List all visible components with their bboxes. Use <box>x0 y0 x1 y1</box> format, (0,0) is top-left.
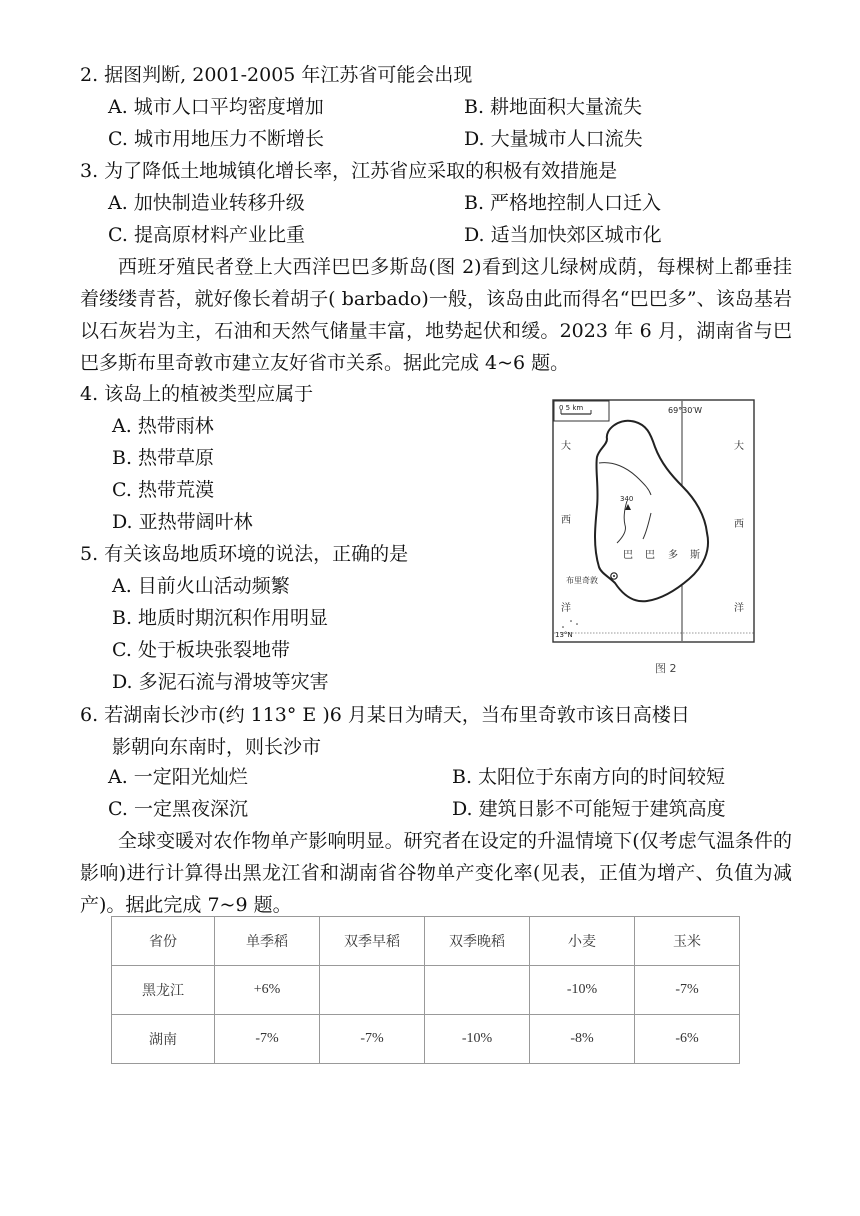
q5-option-c[interactable]: C. 处于板块张裂地带 <box>112 639 290 661</box>
q2-stem: 2. 据图判断, 2001-2005 年江苏省可能会出现 <box>80 64 473 86</box>
table-cell: +6% <box>215 966 320 1015</box>
figure-caption: 图 2 <box>655 662 677 675</box>
ocean-right-1: 大 <box>734 441 744 452</box>
q4-stem: 4. 该岛上的植被类型应属于 <box>80 383 314 405</box>
table-row <box>112 1015 740 1064</box>
q5-option-d[interactable]: D. 多泥石流与滑坡等灾害 <box>112 671 329 693</box>
table-header-cell: 小麦 <box>530 917 635 966</box>
q4-option-b[interactable]: B. 热带草原 <box>112 447 215 469</box>
q4-option-d[interactable]: D. 亚热带阔叶林 <box>112 511 253 533</box>
q6-option-a[interactable]: A. 一定阳光灿烂 <box>108 766 248 788</box>
q3-option-c[interactable]: C. 提高原材料产业比重 <box>108 224 305 246</box>
ocean-right-3: 洋 <box>734 603 744 614</box>
table-cell: -7% <box>320 1015 425 1064</box>
q6-stem-line1: 6. 若湖南长沙市(约 113° E )6 月某日为晴天，当布里奇敦市该日高楼日 <box>80 704 690 726</box>
table-cell: -7% <box>635 966 740 1015</box>
q4-option-c[interactable]: C. 热带荒漠 <box>112 479 214 501</box>
island-name-1: 巴 <box>623 550 633 561</box>
q6-option-d[interactable]: D. 建筑日影不可能短于建筑高度 <box>452 798 726 820</box>
longitude-label: 69°30′W <box>668 406 703 415</box>
elevation-label: 340 <box>620 495 634 503</box>
table-cell: -7% <box>215 1015 320 1064</box>
table-header-row <box>112 917 740 966</box>
latitude-label: 13°N <box>555 631 573 639</box>
table-cell: -10% <box>425 1015 530 1064</box>
ocean-left-3: 洋 <box>561 603 571 614</box>
table-cell: -6% <box>635 1015 740 1064</box>
passage-crop-yield: 全球变暖对农作物单产影响明显。研究者在设定的升温情境下(仅考虑气温条件的影响)进行计算得出黑龙江省和湖南省谷物单产变化率(见表，正值为增产、负值为减产)。据此完成 7~9 题。 <box>80 830 792 916</box>
island-name-2: 巴 <box>645 550 655 561</box>
q4-option-a[interactable]: A. 热带雨林 <box>112 415 214 437</box>
table-header-cell: 双季晚稻 <box>425 917 530 966</box>
q2-option-d[interactable]: D. 大量城市人口流失 <box>464 128 643 150</box>
table-row <box>112 966 740 1015</box>
table-cell: -8% <box>530 1015 635 1064</box>
q6-stem-line2: 影朝向东南时，则长沙市 <box>112 736 322 758</box>
capital-label: 布里奇敦 <box>566 576 598 585</box>
q2-option-c[interactable]: C. 城市用地压力不断增长 <box>108 128 324 150</box>
q6-option-c[interactable]: C. 一定黑夜深沉 <box>108 798 248 820</box>
q5-option-a[interactable]: A. 目前火山活动频繁 <box>112 575 290 597</box>
crop-yield-table <box>111 916 740 1064</box>
table-cell: 湖南 <box>112 1015 215 1064</box>
q6-option-b[interactable]: B. 太阳位于东南方向的时间较短 <box>452 766 726 788</box>
table-header-cell: 双季早稻 <box>320 917 425 966</box>
q3-option-b[interactable]: B. 严格地控制人口迁入 <box>464 192 662 214</box>
table-header-cell: 单季稻 <box>215 917 320 966</box>
barbados-map <box>551 397 757 645</box>
ocean-left-2: 西 <box>561 515 571 526</box>
island-name-3: 多 <box>668 550 678 561</box>
table-cell: -10% <box>530 966 635 1015</box>
q3-option-d[interactable]: D. 适当加快郊区城市化 <box>464 224 662 246</box>
island-name-4: 斯 <box>690 550 700 561</box>
table-header-cell: 玉米 <box>635 917 740 966</box>
q2-option-a[interactable]: A. 城市人口平均密度增加 <box>108 96 324 118</box>
ocean-right-2: 西 <box>734 519 744 530</box>
q3-stem: 3. 为了降低土地城镇化增长率，江苏省应采取的积极有效措施是 <box>80 160 618 182</box>
passage-barbados: 西班牙殖民者登上大西洋巴巴多斯岛(图 2)看到这儿绿树成荫，每棵树上都垂挂着缕缕青苔，就好像长着胡子( barbado)一般，该岛由此而得名“巴巴多”、该岛基岩以石灰岩为主，石油和天然气储量丰富，地势起伏和缓。2023 年 6 月，湖南省与巴巴多斯布里奇敦市建立友好省市关系。据此完成 4~6 题。 <box>80 256 792 374</box>
q3-option-a[interactable]: A. 加快制造业转移升级 <box>108 192 305 214</box>
ocean-left-1: 大 <box>561 441 571 452</box>
table-cell: 黑龙江 <box>112 966 215 1015</box>
table-cell <box>320 966 425 1015</box>
table-header-cell: 省份 <box>112 917 215 966</box>
scale-label: 0 5 km <box>559 404 584 412</box>
q5-stem: 5. 有关该岛地质环境的说法，正确的是 <box>80 543 409 565</box>
table-cell <box>425 966 530 1015</box>
q5-option-b[interactable]: B. 地质时期沉积作用明显 <box>112 607 329 629</box>
q2-option-b[interactable]: B. 耕地面积大量流失 <box>464 96 643 118</box>
